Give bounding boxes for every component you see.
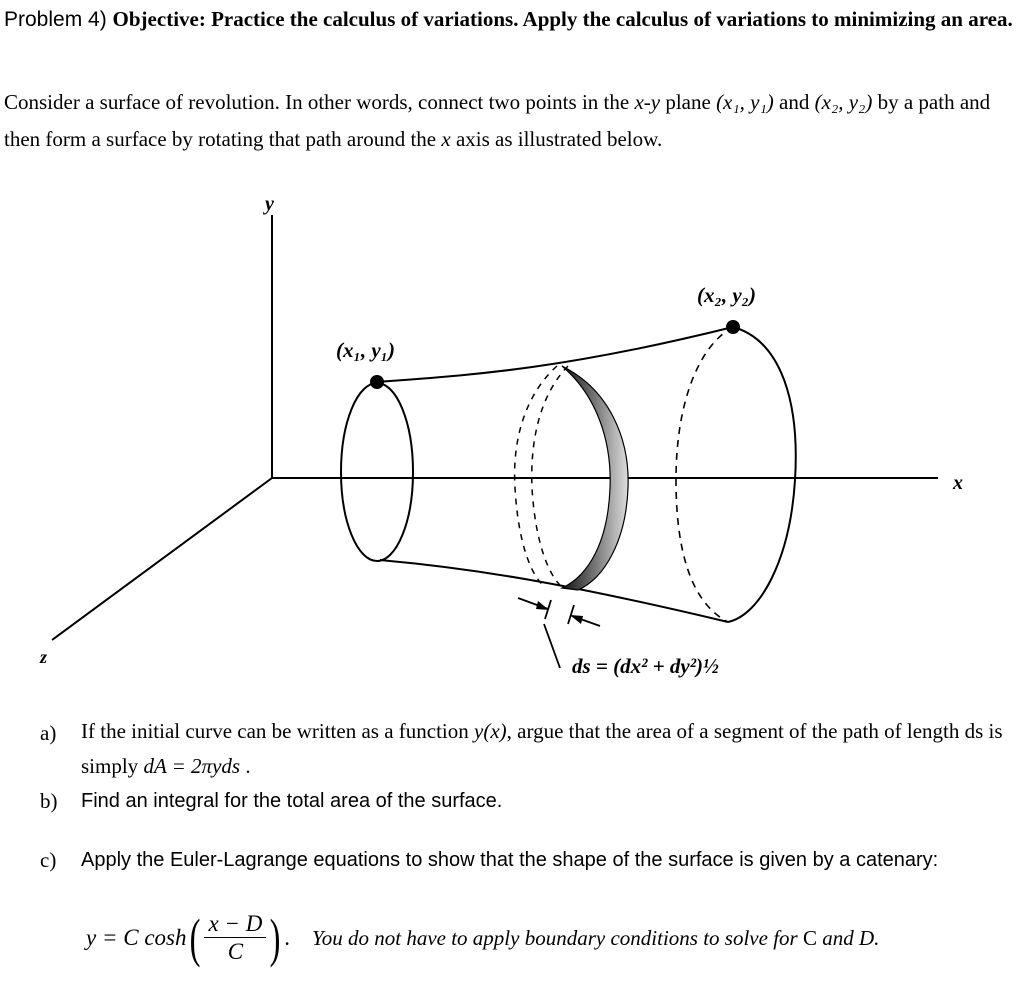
question-a-text-1: If the initial curve can be written as a function: [81, 719, 475, 743]
question-b-text: Find an integral for the total area of the surface.: [81, 790, 503, 812]
point-2-label: (x₂, y₂): [697, 283, 756, 307]
middle-dashed-ring-left: [515, 366, 557, 587]
intro-and: and: [773, 90, 815, 114]
question-a-function: y(x): [474, 719, 507, 743]
problem-number: Problem 4): [4, 8, 113, 31]
catenary-lhs: y = C cosh: [86, 925, 187, 950]
catenary-formula: [86, 908, 290, 972]
bottom-profile-curve: [380, 560, 728, 622]
question-a-text-3: is simply: [81, 719, 1003, 778]
intro-plane-name: x-y: [634, 90, 661, 114]
note-text-1: You do not have to apply boundary conditions to solve for: [312, 926, 803, 950]
intro-point-1: (x₁, y₁): [716, 90, 774, 114]
left-end-circle: [341, 383, 413, 561]
middle-dashed-ring-right: [532, 366, 568, 587]
catenary-right-paren: ): [269, 908, 281, 968]
note-period: .: [874, 926, 880, 950]
top-profile-curve: [377, 327, 733, 382]
question-a-label: a): [40, 721, 57, 745]
question-a-text-4: .: [240, 754, 251, 778]
catenary-denominator: C: [227, 938, 244, 964]
intro-axis: x: [441, 127, 451, 151]
y-axis-label: y: [265, 193, 274, 215]
problem-objective: Objective: Practice the calculus of variations. Apply the calculus of variations to minimizing an area.: [112, 7, 1013, 31]
surface-of-revolution-figure: [0, 180, 1024, 700]
boundary-note: [312, 926, 879, 951]
question-a-text: [81, 714, 1016, 784]
point-1-dot: [370, 375, 384, 389]
ds-label: ds = (dx² + dy²)½: [572, 654, 719, 678]
intro-point-2: (x₂, y₂): [814, 90, 873, 114]
question-c-text: Apply the Euler-Lagrange equations to show that the shape of the surface is given by a catenary:: [81, 849, 939, 871]
catenary-numerator: x − D: [204, 911, 266, 938]
right-end-circle-hidden: [676, 327, 733, 622]
question-c-label: c): [40, 848, 57, 872]
catenary-fraction: [204, 911, 266, 966]
ds-tick-right: [568, 605, 574, 624]
z-axis: [52, 478, 272, 640]
z-axis-label: z: [40, 647, 48, 667]
ds-pointer: [544, 624, 560, 668]
intro-paragraph: [4, 84, 1019, 158]
question-b-label: b): [40, 789, 58, 813]
point-1-label: (x₁, y₁): [336, 338, 395, 362]
question-a-text-2: , argue that the area of a segment of the path of length: [506, 719, 965, 743]
note-and: and: [816, 926, 859, 950]
intro-text-2: plane: [660, 90, 717, 114]
catenary-left-paren: (: [190, 908, 201, 968]
right-end-circle: [728, 327, 796, 622]
ds-arrowhead-left: [536, 601, 549, 610]
note-c: C: [802, 926, 817, 950]
intro-text-3: by a path and then form a surface by rotating that path around the: [4, 90, 991, 151]
intro-text-4: axis as illustrated below.: [450, 127, 663, 151]
problem-title: [4, 4, 1014, 35]
point-2-dot: [726, 320, 740, 334]
ds-arrowhead-right: [570, 615, 583, 624]
question-a-ds: ds: [964, 719, 984, 743]
note-d: D: [858, 926, 875, 950]
question-a-formula: dA = 2πyds: [143, 754, 241, 778]
catenary-period: .: [284, 925, 291, 950]
intro-text-1: Consider a surface of revolution. In other words, connect two points in the: [4, 90, 635, 114]
x-axis-label: x: [953, 472, 963, 494]
